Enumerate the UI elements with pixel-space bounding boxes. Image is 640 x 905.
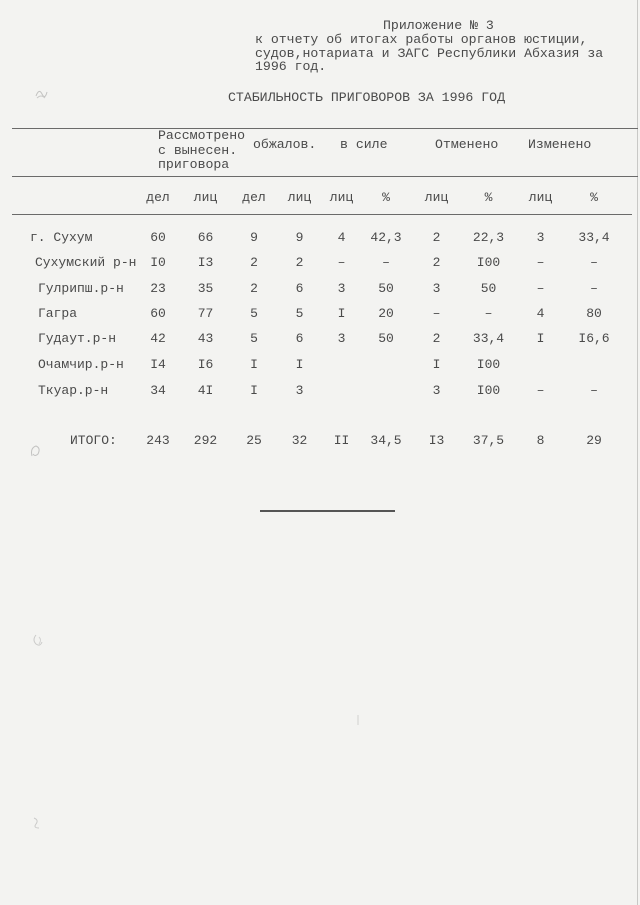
table-row — [0, 332, 621, 346]
scan-mark — [28, 442, 44, 460]
changed-persons-cell: 4 — [536, 306, 545, 321]
subheader-row — [0, 191, 621, 205]
considered-cases-cell: I4 — [150, 357, 166, 372]
cancelled-percent-cell: 22,3 — [472, 230, 505, 245]
in-force-percent-cell — [362, 358, 410, 372]
row-label: Гагра — [38, 306, 78, 321]
cancelled-persons-cell: 2 — [432, 230, 441, 245]
appealed-persons-cell: 6 — [295, 331, 304, 346]
appealed-cases-cell: 5 — [250, 306, 258, 321]
cancelled-percent-cell: I00 — [476, 357, 501, 372]
considered-cases-cell: 60 — [150, 230, 166, 245]
changed-percent-cell: I6,6 — [578, 331, 610, 346]
considered-cases-cell: 34 — [150, 383, 166, 398]
changed-percent-cell: – — [590, 255, 598, 270]
subheader-cases: дел — [242, 190, 266, 205]
subheader-persons: лиц — [424, 190, 449, 205]
cancelled-persons-cell: 2 — [432, 331, 441, 346]
considered-cases-cell: 60 — [150, 306, 166, 321]
report-caption-line-3: 1996 год. — [255, 59, 327, 74]
appealed-persons-cell: 3 — [295, 383, 304, 398]
considered-persons-cell: 35 — [197, 281, 214, 296]
appealed-persons-cell: 9 — [295, 230, 304, 245]
in-force-percent-cell: 50 — [378, 281, 394, 296]
changed-percent-cell: – — [590, 281, 598, 296]
row-label: Очамчир.р-н — [38, 357, 124, 372]
in-force-persons-total: II — [333, 433, 350, 448]
in-force-persons-cell — [321, 384, 362, 398]
cancelled-persons-cell: I — [432, 357, 441, 372]
scan-mark — [30, 632, 46, 650]
scan-mark — [29, 814, 45, 832]
appealed-cases-cell: I — [250, 383, 258, 398]
changed-persons-cell: 3 — [536, 230, 545, 245]
changed-persons-total: 8 — [536, 433, 545, 448]
group-changed: Изменено — [528, 137, 592, 152]
changed-persons-cell — [514, 358, 567, 372]
page-edge — [637, 0, 638, 905]
cancelled-persons-cell: 2 — [432, 255, 441, 270]
cancelled-persons-total: I3 — [428, 433, 445, 448]
subheader-percent: % — [590, 190, 598, 205]
cancelled-percent-cell: 50 — [480, 281, 497, 296]
report-caption-line-2: судов,нотариата и ЗАГС Республики Абхазия за — [255, 46, 604, 61]
appealed-persons-cell: 5 — [295, 306, 304, 321]
table-row — [0, 307, 621, 321]
changed-percent-cell: 33,4 — [578, 230, 610, 245]
considered-persons-cell: 77 — [197, 306, 214, 321]
changed-percent-cell: – — [590, 383, 598, 398]
in-force-persons-cell — [321, 358, 362, 372]
in-force-persons-cell: 4 — [337, 230, 346, 245]
appealed-persons-cell: 2 — [295, 255, 304, 270]
appealed-cases-cell: I — [250, 357, 258, 372]
in-force-percent-cell: 42,3 — [370, 230, 402, 245]
cancelled-percent-total: 37,5 — [472, 433, 505, 448]
table-row — [0, 231, 621, 245]
row-label: Ткуар.р-н — [38, 383, 109, 398]
in-force-persons-cell: 3 — [337, 281, 346, 296]
cancelled-percent-cell: – — [484, 306, 493, 321]
appealed-persons-cell: I — [295, 357, 304, 372]
subheader-percent: % — [382, 190, 390, 205]
table-row — [0, 282, 621, 296]
group-appealed: обжалов. — [253, 137, 317, 152]
closing-rule — [260, 510, 395, 512]
appealed-cases-cell: 5 — [250, 331, 258, 346]
scan-mark — [356, 714, 360, 726]
report-caption-line-1: к отчету об итогах работы органов юстиции, — [255, 32, 588, 47]
in-force-percent-total: 34,5 — [370, 433, 402, 448]
considered-cases-total: 243 — [146, 433, 170, 448]
total-label: ИТОГО: — [70, 433, 117, 448]
in-force-persons-cell: 3 — [337, 331, 346, 346]
appealed-cases-cell: 2 — [250, 255, 258, 270]
row-label: Гулрипш.р-н — [38, 281, 124, 296]
changed-persons-cell: I — [536, 331, 545, 346]
table-subheader-rule — [12, 214, 632, 215]
cancelled-percent-cell: I00 — [476, 383, 501, 398]
subheader-percent: % — [484, 190, 493, 205]
table-top-rule — [12, 128, 638, 129]
appealed-persons-total: 32 — [291, 433, 308, 448]
considered-cases-cell: I0 — [150, 255, 166, 270]
subheader-persons: лиц — [193, 190, 218, 205]
in-force-persons-cell: – — [337, 255, 346, 270]
considered-persons-cell: I3 — [197, 255, 214, 270]
considered-persons-cell: I6 — [197, 357, 214, 372]
group-considered-line-1: Рассмотрено — [158, 128, 246, 143]
subheader-persons: лиц — [528, 190, 553, 205]
in-force-percent-cell: – — [382, 255, 390, 270]
group-considered-line-3: приговора — [158, 157, 230, 172]
group-in-force: в силе — [340, 137, 388, 152]
appealed-cases-cell: 9 — [250, 230, 258, 245]
appealed-cases-cell: 2 — [250, 281, 258, 296]
in-force-percent-cell: 20 — [378, 306, 394, 321]
subheader-persons: лиц — [329, 190, 354, 205]
appealed-persons-cell: 6 — [295, 281, 304, 296]
considered-persons-cell: 66 — [197, 230, 214, 245]
row-label: Сухумский р-н — [35, 255, 137, 270]
in-force-percent-cell: 50 — [378, 331, 394, 346]
changed-persons-cell: – — [536, 383, 545, 398]
changed-persons-cell: – — [536, 281, 545, 296]
changed-percent-cell — [567, 358, 621, 372]
page-title: СТАБИЛЬНОСТЬ ПРИГОВОРОВ ЗА 1996 ГОД — [228, 90, 505, 105]
table-row — [0, 384, 621, 398]
table-header-rule — [12, 176, 638, 177]
subheader-persons: лиц — [287, 190, 312, 205]
changed-percent-total: 29 — [586, 433, 602, 448]
row-label: г. Сухум — [30, 230, 93, 245]
total-row — [0, 434, 621, 448]
cancelled-persons-cell: – — [432, 306, 441, 321]
row-label: Гудаут.р-н — [38, 331, 117, 346]
group-cancelled: Отменено — [435, 137, 499, 152]
scan-mark — [33, 86, 49, 102]
considered-cases-cell: 23 — [150, 281, 166, 296]
in-force-persons-cell: I — [337, 306, 346, 321]
changed-persons-cell: – — [536, 255, 545, 270]
table-row — [0, 256, 621, 270]
subheader-cases: дел — [146, 190, 170, 205]
cancelled-percent-cell: 33,4 — [472, 331, 505, 346]
cancelled-persons-cell: 3 — [432, 383, 441, 398]
considered-persons-total: 292 — [193, 433, 218, 448]
considered-persons-cell: 4I — [197, 383, 214, 398]
subheader-spacer — [0, 191, 135, 205]
considered-cases-cell: 42 — [150, 331, 166, 346]
appendix-number: Приложение № 3 — [383, 18, 494, 33]
cancelled-percent-cell: I00 — [476, 255, 501, 270]
in-force-percent-cell — [362, 384, 410, 398]
changed-percent-cell: 80 — [586, 306, 602, 321]
table-row — [0, 358, 621, 372]
group-considered-line-2: с вынесен. — [158, 143, 238, 158]
appealed-cases-total: 25 — [246, 433, 262, 448]
considered-persons-cell: 43 — [197, 331, 214, 346]
cancelled-persons-cell: 3 — [432, 281, 441, 296]
